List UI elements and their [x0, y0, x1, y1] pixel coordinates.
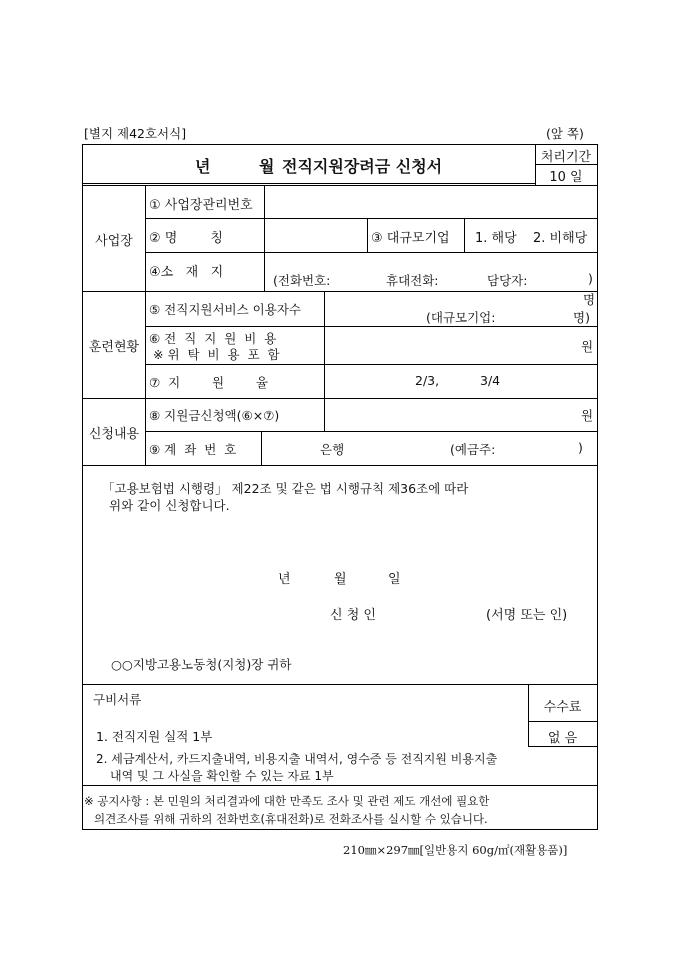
- service-users-field[interactable]: [328, 295, 578, 323]
- bank-label: 은행: [320, 442, 345, 457]
- title-month: 월: [259, 157, 275, 176]
- business-name-label: ② 명 칭: [149, 231, 223, 246]
- training-section-label: 훈련현황: [88, 340, 140, 355]
- notice-line-1: ※ 공지사항 : 본 민원의 처리결과에 대한 만족도 조사 및 관련 제도 개선에 필요한: [84, 794, 490, 808]
- processing-period-value: 10 일: [549, 170, 583, 185]
- business-mgmt-no-field[interactable]: [268, 191, 594, 215]
- amount-field[interactable]: [328, 402, 578, 428]
- applicant-label: 신 청 인: [330, 608, 376, 623]
- document-item-2-line-2: 내역 및 그 사실을 확인할 수 있는 자료 1부: [110, 769, 334, 783]
- manager-label: 담당자:: [487, 273, 528, 288]
- large-company-option-yes[interactable]: 1. 해당: [475, 231, 517, 246]
- document-item-1: 1. 전직지원 실적 1부: [96, 729, 213, 744]
- fee-value: 없 음: [547, 731, 578, 746]
- amount-unit: 원: [581, 408, 594, 423]
- statement-line-2: 위와 같이 신청합니다.: [109, 498, 230, 513]
- cost-note: ※ 위 탁 비 용 포 함: [153, 347, 280, 362]
- support-rate-label: ⑦ 지 원 율: [149, 375, 268, 390]
- date-year: 년: [278, 572, 291, 587]
- amount-label: ⑧ 지원금신청액(⑥×⑦): [149, 408, 280, 423]
- signature-label[interactable]: (서명 또는 인): [486, 608, 568, 623]
- form-number: [별지 제42호서식]: [84, 126, 187, 141]
- users-unit-top: 명: [583, 292, 596, 307]
- large-company-label: ③ 대규모기업: [371, 231, 450, 246]
- cost-field[interactable]: [328, 330, 578, 360]
- page-title: 전직지원장려금 신청서: [282, 157, 443, 176]
- business-mgmt-no-label: ① 사업장관리번호: [149, 198, 253, 213]
- title-year: 년: [195, 157, 211, 176]
- depositor-label: (예금주:: [450, 442, 496, 457]
- date-month: 월: [334, 572, 347, 587]
- fee-label: 수수료: [543, 700, 582, 715]
- addressee: ○○지방고용노동청(지청)장 귀하: [111, 657, 292, 672]
- mobile-label: 휴대전화:: [386, 273, 439, 288]
- statement-line-1: 「고용보험법 시행령」 제22조 및 같은 법 시행규칙 제36조에 따라: [102, 481, 469, 496]
- document-item-2-line-1: 2. 세금계산서, 카드지출내역, 비용지출 내역서, 영수증 등 전직지원 비용지출: [96, 752, 498, 766]
- bank-field[interactable]: [266, 435, 316, 461]
- paper-spec: 210㎜×297㎜[일반용지 60g/㎡(재활용품)]: [343, 843, 568, 857]
- large-company-option-no[interactable]: 2. 비해당: [533, 231, 588, 246]
- notice-line-2: 의견조사를 위해 귀하의 전화번호(휴대전화)로 전화조사를 실시할 수 있습니다.: [94, 812, 488, 826]
- account-label: ⑨ 계 좌 번 호: [149, 442, 237, 457]
- page-side: (앞 쪽): [546, 126, 584, 141]
- users-unit-bottom: 명): [573, 310, 590, 325]
- support-rate-option-1[interactable]: 2/3,: [415, 373, 440, 388]
- documents-title: 구비서류: [93, 692, 142, 707]
- business-name-field[interactable]: [268, 223, 364, 249]
- application-form: [82, 144, 598, 830]
- date-day: 일: [388, 572, 401, 587]
- address-label: ④소 재 지: [149, 265, 224, 280]
- business-section-label: 사업장: [95, 234, 133, 249]
- application-section-label: 신청내용: [88, 427, 140, 442]
- address-close-paren: ): [588, 271, 593, 286]
- cost-unit: 원: [581, 339, 594, 354]
- support-rate-option-2[interactable]: 3/4: [480, 373, 501, 388]
- processing-period-label: 처리기간: [540, 150, 592, 165]
- cost-label: ⑥ 전 직 지 원 비 용: [149, 331, 277, 346]
- users-large-label: (대규모기업:: [426, 310, 496, 325]
- depositor-close-paren: ): [578, 440, 583, 455]
- phone-label: (전화번호:: [273, 273, 331, 288]
- service-users-label: ⑤ 전직지원서비스 이용자수: [149, 302, 301, 317]
